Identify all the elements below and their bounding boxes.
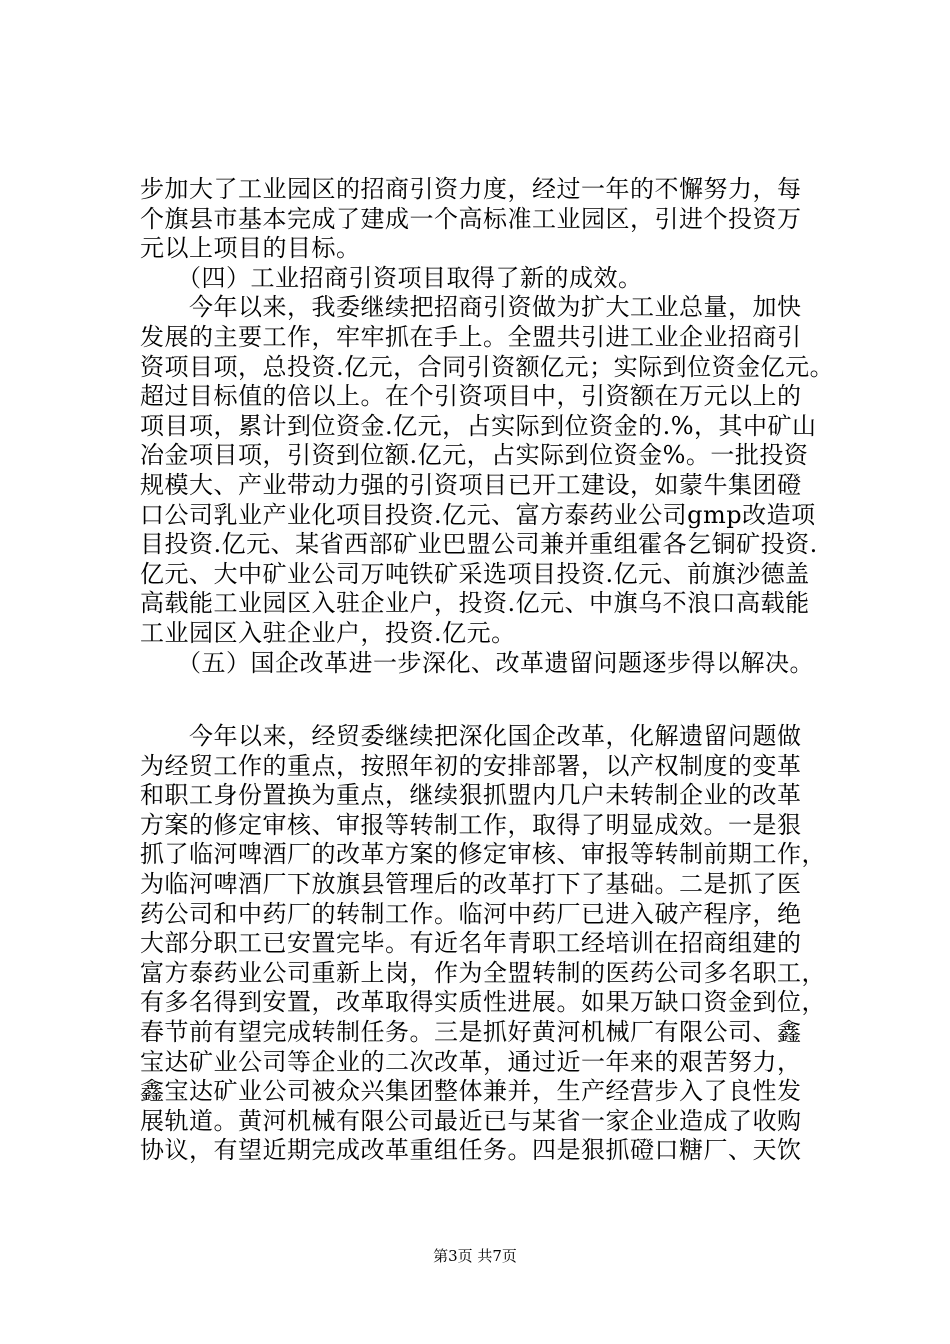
text-line: 为临河啤酒厂下放旗县管理后的改革打下了基础。二是抓了医 (140, 870, 802, 899)
text-line: 目投资.亿元、某省西部矿业巴盟公司兼并重组霍各乞铜矿投资. (140, 530, 818, 559)
text-line: 抓了临河啤酒厂的改革方案的修定审核、审报等转制前期工作， (140, 840, 826, 869)
text-line: 工业园区入驻企业户，投资.亿元。 (140, 618, 516, 647)
text-line: 冶金项目项，引资到位额.亿元，占实际到位资金%。一批投资 (140, 441, 809, 470)
text-line: 春节前有望完成转制任务。三是抓好黄河机械厂有限公司、鑫 (140, 1018, 802, 1047)
text-line: 资项目项，总投资.亿元，合同引资额亿元；实际到位资金亿元。 (140, 352, 835, 381)
text-line: 元以上项目的目标。 (140, 234, 361, 263)
paragraph-gap (140, 678, 860, 722)
text-line: 为经贸工作的重点，按照年初的安排部署，以产权制度的变革 (140, 751, 802, 780)
text-line: 个旗县市基本完成了建成一个高标准工业园区，引进个投资万 (140, 204, 802, 233)
text-line: （五）国企改革进一步深化、改革遗留问题逐步得以解决。 (140, 648, 814, 677)
paragraph-block-1 (140, 175, 860, 678)
text-line: （四）工业招商引资项目取得了新的成效。 (140, 263, 643, 292)
text-line: 高载能工业园区入驻企业户，投资.亿元、中旗乌不浪口高载能 (140, 589, 810, 618)
text-line: 发展的主要工作，牢牢抓在手上。全盟共引进工业企业招商引 (140, 322, 802, 351)
text-line: 鑫宝达矿业公司被众兴集团整体兼并，生产经营步入了良性发 (140, 1077, 802, 1106)
text-line: 今年以来，经贸委继续把深化国企改革，化解遗留问题做 (140, 722, 802, 751)
text-line: 亿元、大中矿业公司万吨铁矿采选项目投资.亿元、前旗沙德盖 (140, 559, 810, 588)
text-line: 宝达矿业公司等企业的二次改革，通过近一年来的艰苦努力， (140, 1047, 802, 1076)
text-line: 步加大了工业园区的招商引资力度，经过一年的不懈努力，每 (140, 175, 802, 203)
text-line: 有多名得到安置，改革取得实质性进展。如果万缺口资金到位， (140, 988, 826, 1017)
text-line: 大部分职工已安置完毕。有近名年青职工经培训在招商组建的 (140, 929, 802, 958)
page-footer: 第3页 共7页 (433, 1247, 517, 1265)
text-line: 展轨道。黄河机械有限公司最近已与某省一家企业造成了收购 (140, 1106, 802, 1135)
paragraph-block-2 (140, 722, 860, 1166)
text-line: 和职工身份置换为重点，继续狠抓盟内几户未转制企业的改革 (140, 781, 802, 810)
document-body (140, 175, 860, 1166)
text-line: 今年以来，我委继续把招商引资做为扩大工业总量，加快 (140, 293, 802, 322)
text-line: 项目项，累计到位资金.亿元，占实际到位资金的.%，其中矿山 (140, 411, 817, 440)
text-line: 药公司和中药厂的转制工作。临河中药厂已进入破产程序，绝 (140, 899, 802, 928)
text-line: 口公司乳业产业化项目投资.亿元、富方泰药业公司gmp改造项 (140, 500, 816, 529)
text-line: 超过目标值的倍以上。在个引资项目中，引资额在万元以上的 (140, 382, 802, 411)
text-line: 富方泰药业公司重新上岗，作为全盟转制的医药公司多名职工， (140, 958, 826, 987)
text-line: 方案的修定审核、审报等转制工作，取得了明显成效。一是狠 (140, 810, 802, 839)
text-line: 规模大、产业带动力强的引资项目已开工建设，如蒙牛集团磴 (140, 470, 802, 499)
text-line: 协议，有望近期完成改革重组任务。四是狠抓磴口糖厂、天饮 (140, 1136, 802, 1165)
